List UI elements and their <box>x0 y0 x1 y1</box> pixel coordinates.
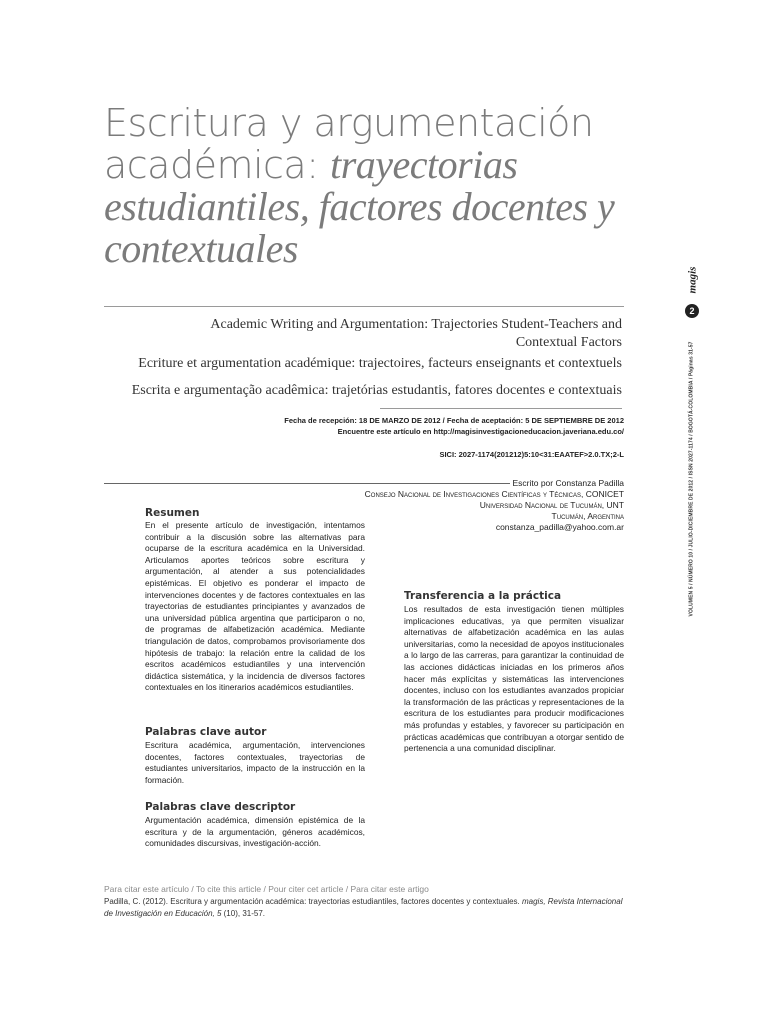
journal-logo <box>682 262 702 298</box>
journal-brand: magis <box>686 266 698 294</box>
transfer-heading: Transferencia a la práctica <box>404 590 562 602</box>
title-italic: trayectorias estudiantiles, factores docentes y contextuales <box>104 142 615 271</box>
title-english: Academic Writing and Argumentation: Trajectories Student-Teachers and Contextual Factors <box>210 317 622 350</box>
citation-text <box>104 896 624 920</box>
keywords-descriptor-heading: Palabras clave descriptor <box>145 801 296 813</box>
keywords-descriptor-text: Argumentación académica, dimensión epistémica de la escritura y de la argumentación, géneros académicos, comunidades discursivas, investigación-acción. <box>145 815 365 849</box>
citation-issue: (10), 31-57. <box>221 909 265 918</box>
author-email[interactable]: constanza_padilla@yahoo.com.ar <box>495 522 624 532</box>
keywords-author-heading: Palabras clave autor <box>145 726 267 738</box>
article-dates <box>200 415 624 437</box>
resumen-text: En el presente artículo de investigación, intentamos contribuir a la discusión sobre las alternativas para ocuparse de la escritura académica en la Universidad. Articulamos aportes teóricos sobre escritura y argumentación, al atender a sus potencialidades epistémicas. El objetivo es ponderar el impacto de intervenciones docentes y de factores contextuales en las trayectorias de estudiantes principiantes y avanzados de una universidad pública argentina que participaron o no, de programas de alfabetización académica. Mediante triangulación de datos, comprobamos provisoriamente dos hipótesis de trabajo: la relación entre la calidad de los escritos académicos estudiantiles y una intervención didáctica sistemática, y la incidencia de diversos factores contextuales en los itinerarios académicos estudiantiles. <box>145 520 365 693</box>
author-affiliation-1: Consejo Nacional de Investigaciones Científicas y Técnicas, CONICET <box>364 489 624 499</box>
keywords-author-text: Escritura académica, argumentación, intervenciones docentes, factores contextuales, trayectorias de estudiantes universitarios, impacto de la instrucción en la formación. <box>145 740 365 785</box>
author-affiliation-2: Universidad Nacional de Tucumán, UNT <box>479 500 624 510</box>
side-text-wrap <box>682 324 702 634</box>
resumen-heading: Resumen <box>145 507 200 519</box>
article-url[interactable]: Encuentre este artículo en http://magisinvestigacioneducacion.javeriana.edu.co/ <box>337 427 624 436</box>
article-title <box>104 102 624 270</box>
citation-journal: magis, Revista Internacional de Investigación en Educación, 5 <box>104 897 623 918</box>
sici-code: SICI: 2027-1174(201212)5:10<31:EAATEF>2.0.TX;2-L <box>439 450 624 459</box>
meta-divider <box>380 408 622 409</box>
citation-author-year: Padilla, C. (2012). Escritura y argumentación académica: trayectorias estudiantiles, factores docentes y contextuales. <box>104 897 522 906</box>
author-location: Tucumán, Argentina <box>551 511 624 521</box>
title-portuguese: Escrita e argumentação acadêmica: trajetórias estudantis, fatores docentes e contextuais <box>131 383 622 398</box>
transfer-text: Los resultados de esta investigación tienen múltiples implicaciones educativas, ya que permiten visualizar alternativas de alfabetización académica en las aulas universitarias, como la necesidad de apoyos institucionales a lo largo de las carreras, para garantizar la continuidad de las acciones didácticas iniciadas en los primeros años hacer más explícitas y sistemáticas las intervenciones docentes, incluso con los estudiantes avanzados propiciar la transformación de las prácticas y representaciones de la escritura de los estudiantes para producir modificaciones más profundas y estables, y favorecer su participación en prácticas académicas que contribuyan a otorgar sentido de pertenencia a una comunidad disciplinar. <box>404 604 624 754</box>
author-name: Escrito por Constanza Padilla <box>512 478 624 488</box>
side-strip <box>682 262 702 634</box>
title-plain: Escritura y argumentación académica: <box>104 101 594 187</box>
reception-acceptance-dates: Fecha de recepción: 18 DE MARZO DE 2012 / Fecha de aceptación: 5 DE SEPTIEMBRE DE 2012 <box>284 416 624 425</box>
title-divider <box>104 306 624 307</box>
issue-badge: 2 <box>685 304 699 318</box>
volume-info: VOLUMEN 5 / NÚMERO 10 / JULIO-DICIEMBRE DE 2012 / ISSN 2027-1174 / BOGOTÁ-COLOMBIA / Páginas 31-57 <box>688 341 695 617</box>
citation-label: Para citar este artículo / To cite this article / Pour citer cet article / Para citar este artigo <box>104 884 429 894</box>
title-french: Ecriture et argumentation académique: trajectoires, facteurs enseignants et contextuels <box>138 356 622 371</box>
